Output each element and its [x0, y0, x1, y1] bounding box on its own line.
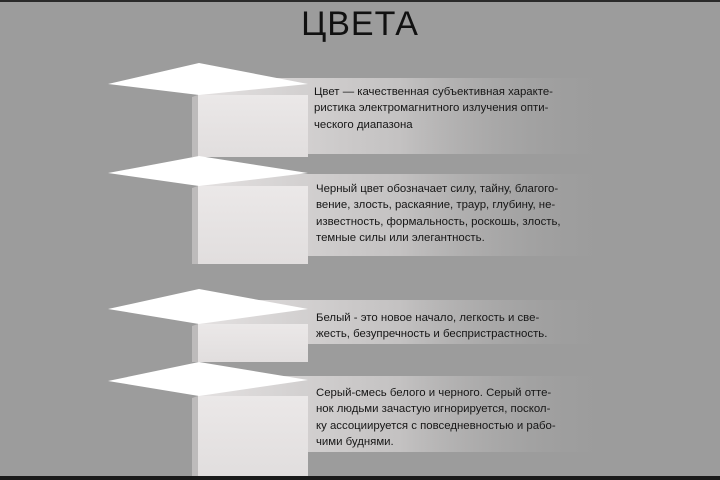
step-2-text: Черный цвет обозначает силу, тайну, благого- вение, злость, раскаяние, траур, глубину, не- известность, формальность, роскошь, злость, темные силы или элегантность.	[316, 183, 561, 245]
step-2-side-shadow	[192, 186, 198, 264]
step-4-text: Серый-смесь белого и черного. Серый отте- нок людьми зачастую игнорируется, поскол- ку ассоциируется с повседневностью и рабо- чими буднями.	[316, 387, 556, 449]
step-1-front-face	[198, 95, 308, 157]
page-title: ЦВЕТА	[301, 5, 419, 43]
step-4-side-shadow	[192, 396, 198, 476]
step-1-text: Цвет — качественная субъективная характе- ристика электромагнитного излучения опти- ческого диапазона	[314, 86, 553, 131]
step-2-front-face	[198, 186, 308, 264]
step-1-side-shadow	[192, 95, 198, 157]
step-3-side-shadow	[192, 324, 198, 362]
bottom-border	[0, 476, 720, 480]
step-3-front-face	[198, 324, 308, 362]
step-4-front-face	[198, 396, 308, 476]
step-3-text: Белый - это новое начало, легкость и све- жесть, безупречность и беспристрастность.	[316, 312, 548, 341]
